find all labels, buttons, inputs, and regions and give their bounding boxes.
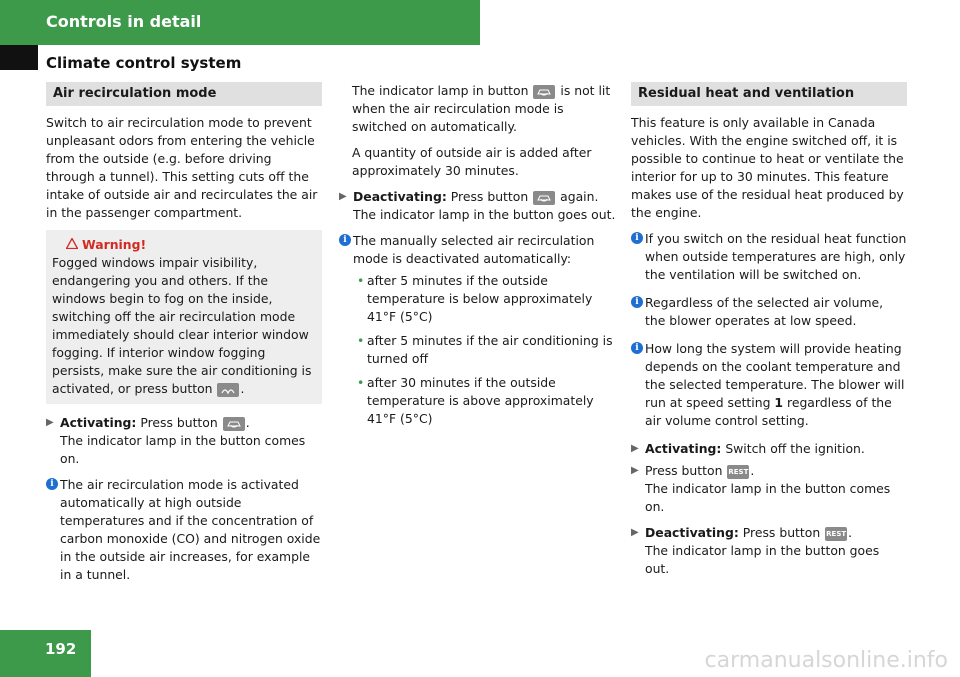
warning-text [52,254,316,398]
warning-heading [66,236,316,254]
warning-body: Fogged windows impair visibility, endangering you and others. If the windows begin to fog on the inside, switching off the air recirculation mode immediately should clear interior window fogging. If interior window fogging persists, make sure the air conditioning is activated, or press button [52,255,312,396]
deactivating-result: The indicator lamp in the button goes out. [353,207,616,222]
column-3 [631,82,907,586]
watermark: carmanualsonline.info [704,648,948,673]
intro-paragraph: Switch to air recirculation mode to prevent unpleasant odors from entering the vehicle from the outside (e.g. before driving through a tunnel). This setting cuts off the intake of outside air and recirculates the air in the passenger compartment. [46,115,318,220]
activating-label: Activating: [60,415,137,430]
warning-title: Warning! [82,237,147,252]
info-text: Regardless of the selected air volume, the blower operates at low speed. [645,295,884,328]
activating-end: . [245,415,250,430]
activating-step [46,414,322,468]
outside-air-paragraph: A quantity of outside air is added after approximately 30 minutes. [352,145,592,178]
deactivating-step [339,188,616,224]
deactivating-step [631,524,907,578]
bullet-list [353,272,616,428]
activating-step [631,440,907,458]
recirculation-icon [533,85,555,99]
speed-setting: 1 [774,395,784,410]
activating-text: Press button [140,415,218,430]
deactivating-end: . [848,525,853,540]
activating-text: Switch off the ignition. [725,441,865,456]
info-icon: i [46,478,58,490]
arrow-icon: ▶ [631,443,639,454]
deactivating-result: The indicator lamp in the button goes out. [645,543,880,576]
section-title: Climate control system [46,54,242,72]
recirculation-icon [533,191,555,205]
press-text: Press button [645,463,723,478]
deactivating-text: Press button [450,189,529,204]
defrost-max-icon [217,383,239,397]
info-text: The manually selected air recirculation mode is deactivated automatically: [353,233,595,266]
column-1 [46,82,322,594]
info-note [46,476,322,584]
rest-button-icon: REST [727,465,749,479]
deactivating-end: again. [560,189,599,204]
deactivating-label: Deactivating: [645,525,739,540]
deactivating-text: Press button [742,525,821,540]
deactivating-label: Deactivating: [353,189,447,204]
warning-box [46,230,322,404]
info-note [631,340,907,430]
rest-button-icon: REST [825,527,847,541]
arrow-icon: ▶ [631,465,639,476]
indicator-text-b: is not lit when the air recirculation mode is switched on automatically. [352,83,611,134]
residual-intro: This feature is only available in Canada vehicles. With the engine switched off, it is possible to continue to heat or ventilate the interior for up to 30 minutes. This feature makes use of the residual heat produced by the engine. [631,115,904,220]
info-text: If you switch on the residual heat function when outside temperatures are high, only the ventilation will be switched on. [645,231,907,282]
press-step [631,462,907,516]
info-icon: i [339,234,351,246]
heading-air-recirculation: Air recirculation mode [46,82,322,106]
indicator-text-a: The indicator lamp in button [352,83,529,98]
column-2 [339,82,616,438]
info-icon: i [631,342,643,354]
press-end: . [750,463,755,478]
indicator-paragraph [352,82,616,136]
chapter-title: Controls in detail [46,12,202,31]
recirculation-icon [223,417,245,431]
activating-label: Activating: [645,441,722,456]
info-note [631,294,907,330]
info-icon: i [631,296,643,308]
warning-end: . [240,381,245,396]
heading-residual-heat: Residual heat and ventilation [631,82,907,106]
list-item: • after 5 minutes if the air conditioning is turned off [357,333,613,366]
page-number: 192 [45,640,77,658]
section-marker [0,45,38,70]
list-item: • after 5 minutes if the outside temperature is below approximately 41°F (5°C) [357,273,593,324]
list-item: • after 30 minutes if the outside temperature is above approximately 41°F (5°C) [357,375,594,426]
activating-result: The indicator lamp in the button comes on. [60,433,306,466]
info-note [631,230,907,284]
warning-triangle-icon [66,236,78,254]
arrow-icon: ▶ [339,191,347,202]
info-note [339,232,616,428]
info-text: regardless of the air volume control setting. [645,395,892,428]
arrow-icon: ▶ [46,417,54,428]
info-text: How long the system will provide heating depends on the coolant temperature and the selected temperature. The blower will run at speed setting [645,341,905,410]
info-text: The air recirculation mode is activated automatically at high outside temperatures and if the concentration of carbon monoxide (CO) and nitrogen oxide in the outside air increases, for example in a tunnel. [60,477,321,582]
info-icon: i [631,232,643,244]
press-result: The indicator lamp in the button comes on. [645,481,891,514]
arrow-icon: ▶ [631,527,639,538]
